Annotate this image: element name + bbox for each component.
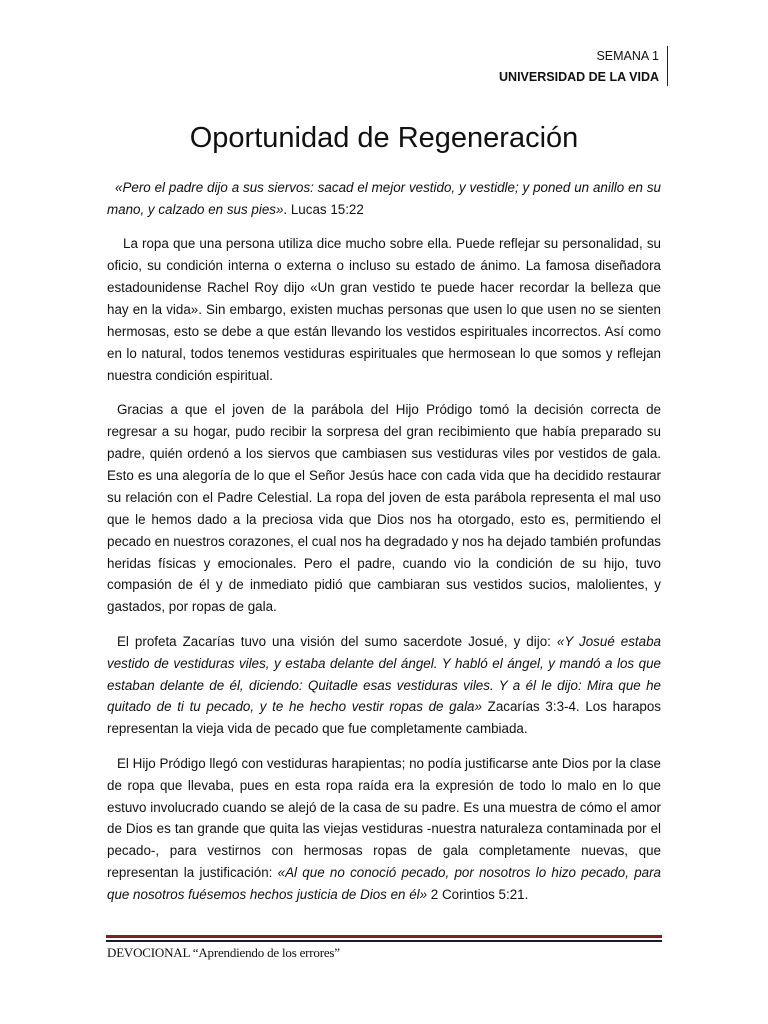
page-title: Oportunidad de Regeneración [189, 122, 579, 154]
paragraph-3 [107, 631, 661, 741]
paragraph-3-outro: Zacarías 3:3-4. Los harapos representan la vieja vida de pecado que fue completamente cambiada. [107, 699, 662, 737]
series-label: UNIVERSIDAD DE LA VIDA [499, 70, 659, 84]
page-header [499, 46, 668, 86]
paragraph-4-intro: El Hijo Pródigo llegó con vestiduras harapientas; no podía justificarse ante Dios por la clase de ropa que llevaba, pues en esta ropa raída era la expresión de todo lo malo en lo que estuvo involucrado cuando se alejó de la casa de su padre. Es una muestra de cómo el amor de Dios es tan grande que quita las viejas vestiduras -nuestra naturaleza contaminada por el pecado-, para vestirnos con hermosas ropas de gala completamente nuevas, que representan la justificación: [107, 755, 661, 881]
paragraph-4-quote: «Al que no conoció pecado, por nosotros lo hizo pecado, para que nosotros fuésemos hechos justicia de Dios en él» [107, 865, 662, 903]
paragraph-4-outro: 2 Corintios 5:21. [427, 887, 529, 903]
epigraph-quote: «Pero el padre dijo a sus siervos: sacad el mejor vestido, y vestidle; y poned un anillo en su mano, y calzado en sus pies» [107, 180, 661, 217]
document-body [107, 177, 661, 919]
paragraph-1: La ropa que una persona utiliza dice mucho sobre ella. Puede reflejar su personalidad, su oficio, su condición interna o externa o incluso su estado de ánimo. La famosa diseñadora estadounidense Rachel Roy dijo «Un gran vestido te puede hacer recordar la belleza que hay en la vida». Sin embargo, existen muchas personas que usen lo que usen no se sienten hermosas, esto se debe a que están llevando los vestidos espirituales incorrectos. Así como en lo natural, todos tenemos vestiduras espirituales que hermosean lo que somos y reflejan nuestra condición espiritual. [107, 236, 661, 383]
paragraph-3-intro: El profeta Zacarías tuvo una visión del sumo sacerdote Josué, y dijo: [117, 633, 557, 649]
footer-divider [106, 935, 662, 942]
footer-label: DEVOCIONAL “Aprendiendo de los errores” [107, 945, 340, 960]
paragraph-2: Gracias a que el joven de la parábola del Hijo Pródigo tomó la decisión correcta de regresar a su hogar, pudo recibir la sorpresa del gran recibimiento que había preparado su padre, quién ordenó a los siervos que cambiasen sus vestiduras viles por vestidos de gala. Esto es una alegoría de lo que el Señor Jesús hace con cada vida que ha decidido restaurar su relación con el Padre Celestial. La ropa del joven de esta parábola representa el mal uso que le hemos dado a la preciosa vida que Dios nos ha otorgado, esto es, permitiendo el pecado en nuestros corazones, el cual nos ha degradado y nos ha dejado también profundas heridas físicas y emocionales. Pero el padre, cuando vio la condición de su hijo, tuvo compasión de él y de inmediato pidió que cambiaran sus vestidos sucios, malolientes, y gastados, por ropas de gala. [107, 402, 661, 615]
week-label: SEMANA 1 [596, 49, 659, 63]
paragraph-4 [107, 753, 661, 906]
epigraph [107, 177, 661, 221]
paragraph-3-quote: «Y Josué estaba vestido de vestiduras viles, y estaba delante del ángel. Y habló el ángel, y mandó a los que estaban delante de él, diciendo: Quitadle esas vestiduras viles. Y a él le dijo: Mira que he quitado de ti tu pecado, y te he hecho vestir ropas de gala» [107, 633, 661, 715]
epigraph-reference: . Lucas 15:22 [283, 201, 364, 217]
